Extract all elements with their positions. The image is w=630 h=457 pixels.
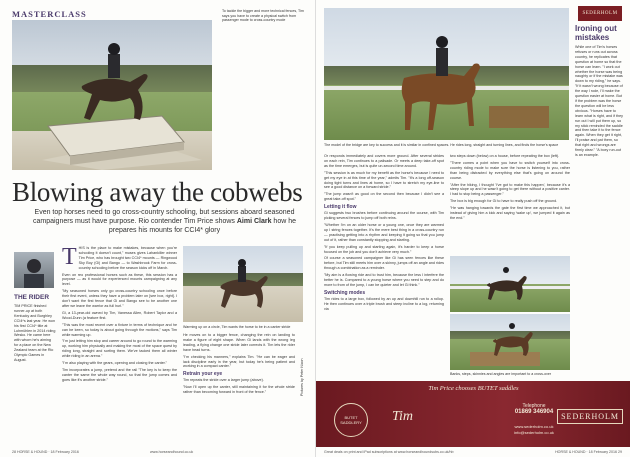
- headline: Blowing away the cobwebs: [12, 177, 303, 207]
- horse-on-bank-illustration: [450, 256, 570, 312]
- paragraph: He moves on to a bigger fence, changing the rein on landing to make a figure of eight shape. When Gi lands with the wrong leg leading, a flying change one stride later corrects it. Tim lets the rider have head turns.: [183, 333, 295, 352]
- paragraph: Even on reo professional horses such as these, this session has a purpose — as it would for experienced mounts campaigning at any level.: [62, 272, 177, 287]
- left-column-1: [62, 246, 177, 444]
- paragraph: two steps down (below) on a house, before repeating the box (left).: [450, 154, 560, 158]
- ad-website: www.sederholm.co.uk: [514, 424, 554, 429]
- right-page: [315, 0, 630, 457]
- left-column-2: [183, 333, 295, 443]
- paragraph: "I'm checking his manners," explains Tim. "He can be eager and lack discipline early in the year, but today he's being patient and working in a compact canter.": [183, 354, 295, 369]
- paragraph: "This session is as much for my benefit as the horse's because I need to get my eye in at this time of the year," admits Tim. "It's a long off-season doing tight turns and lines at home, so I have to stretch my eye-line to see a good distance on a forward stride.": [324, 170, 444, 190]
- paragraph: "This was the most recent over a fixture in terms of technique and he can be keen, so today is about going through the motions," says Tim while warming up.: [62, 322, 177, 337]
- subhead: Switching modes: [324, 289, 366, 296]
- rider-box: [14, 252, 56, 402]
- folio-right: HORSE & HOUND · 18 February 2016 29: [555, 450, 622, 454]
- paragraph: "Whether I'm on an older horse or a young one, once they are warmed up I string fences together. It's the mere best thing in a cross-country run — practising getting into a rhythm and keeping it going so that you jump out of it, rather than constantly stopping and starting.: [324, 222, 444, 242]
- paragraph: "He was hanging towards the gate the first time we approached it, but instead of giving him a kick and saying 'wake up', we jumped it again as the end.": [450, 206, 570, 220]
- sidebar-text: While one of Tim's horses refuses or runs out across country, he replicates that question at home so that the horse can learn. "I work out whether the horse was being naughty or if the mistake was down to my riding," he says. "If it wasn't wrong because of the way I rode, I'll make the question easier at home. But if the problem was the horse the question will be less obvious. "Horses have to learn what is right, and if they run out I will put them up, so my stick reminded the saddle and then take it to the fence again. When they get it right, I'll praise and pat them, so that right and wrongs are firmly clear." "A boxy run-out is an example.: [575, 45, 623, 157]
- photo-credit: Pictures by Peter Nixon: [300, 358, 304, 396]
- right-column-2: [450, 154, 570, 254]
- horse-cantering-illustration: [183, 246, 303, 322]
- paragraph: Tim rides to a large box, followed by an up and downhill run to a rollop. He then continues over a triple brush and steep incline to a log, returning via: [324, 296, 444, 311]
- horse-steps-illustration: [450, 314, 570, 370]
- horse-jumping-illustration: [12, 20, 212, 170]
- sederholm-logo: SEDERHOLM: [578, 6, 622, 21]
- paragraph: "Now I'll open up the canter, still maintaining it for the whole stride rather than becoming forward in front of the fence.": [183, 385, 295, 395]
- paragraph: Of course a seasoned campaigner like Gi has seen fences like these before, but Tim still meets him over a skinny, jumps off an angle and rides through a combination as a reminder.: [324, 256, 444, 271]
- paragraph: Or responds immediately and covers more ground. After several strides on each rein, Tim continues to a palisade. Or meets a deep take-off spot as the time emerges, but is quite un-second time around.: [324, 154, 444, 168]
- phone-number: 01869 346904: [514, 409, 554, 415]
- folio-subs: Great deals on print and iPad subscriptions at www.horseandhoundsubs.co.uk/hb: [324, 450, 454, 454]
- photo-caption: Banks, steps, skinnies and angles are important to a cross-over: [450, 372, 552, 376]
- bank-photo-1: [450, 256, 570, 312]
- phone-label: Telephone: [522, 403, 546, 409]
- sidebar-title: Ironing out mistakes: [575, 24, 617, 42]
- section-label: MASTERCLASS: [12, 9, 87, 19]
- warmup-photo: [183, 246, 303, 322]
- bank-photo-2: [450, 314, 570, 370]
- rider-portrait: [14, 252, 54, 288]
- ad-contact: [486, 424, 582, 435]
- drop-cap: T: [62, 246, 77, 270]
- rider-title: THE RIDER: [14, 294, 50, 301]
- paragraph: "The jump wasn't as good on the second then because I didn't see a great take-off spot.": [324, 192, 444, 202]
- paragraph: Gi suggests two brushes before continuing around the course, with Tim picking several fences to jump off both reins.: [324, 211, 444, 221]
- sederholm-brand: SEDERHOLM: [557, 409, 623, 424]
- paragraph: The box is big enough for Gi to have to really push off the ground.: [450, 199, 558, 204]
- paragraph: "My aim is a flowing ride and to trust him, because the less I interfere the better he is. Compared to a young horse where you need to step and do more to from of the jump, I can be quieter and let Gi think.": [324, 273, 444, 287]
- subhead: Retrain your eye: [183, 371, 223, 378]
- folio-left: 28 HORSE & HOUND · 18 February 2016: [12, 450, 79, 454]
- signature: Tim: [392, 409, 414, 424]
- right-hero-photo: [324, 8, 569, 140]
- sederholm-advert: [316, 381, 630, 447]
- sidebar-ironing-out-mistakes: [575, 24, 624, 389]
- rider-portrait-illustration: [14, 252, 54, 288]
- paragraph: Tim incorporates a jump, pretend and the rail "The key is to keep the canter the same the whole way round, so that the jump comes and goes like it's another stride.": [62, 367, 177, 382]
- top-caption: [222, 9, 307, 23]
- butet-logo: [334, 403, 368, 437]
- paragraph: "I'm also playing with the gears, opening and closing the canter.": [62, 361, 167, 366]
- butet-logo-text: BUTET SADDLERY: [340, 415, 362, 425]
- warmup-caption: Warming up on a circle, Tim wants the horse to be in a canter stride: [183, 325, 291, 329]
- hero-photo: [12, 20, 212, 170]
- paragraph: "After the hiking, I thought 'I've got to make this happen', because it's a steep slope up and he wasn't going to get there without a positive canter. I had to stop being a passenger.": [450, 182, 570, 197]
- standfirst: Even top horses need to go cross-country schooling, but sessions aboard seasoned campaigners must have purpose. Rio contender Tim Price shows Aimi Clark how he prepares his mounts for CCI4* glory: [32, 209, 297, 234]
- folio-center: www.horseandhound.co.uk: [150, 450, 194, 454]
- paragraph: "If you keep pulling up and starting again, it's harder to keep a horse focused on the job and you don't achieve very much.": [324, 244, 444, 254]
- paragraph: "My seasoned horses only go cross-country schooling once before their first event, unless they have a problem later on [see box, right]. I don't want the first fence that Gi and Bango see to be another one after we leave the warrior as full hurl.": [62, 289, 177, 308]
- right-column-1: [324, 154, 444, 378]
- ad-email: info@sederholm.co.uk: [514, 429, 554, 435]
- ad-strapline: Tim Price chooses BUTET saddles: [428, 385, 519, 392]
- paragraph: "There comes a point when you have to switch yourself into cross-country riding mode to make sure the horse is listening to you, rather than being distracted by everything else that's going on around the course.: [450, 160, 570, 180]
- paragraph: Gi, a 13-year-old owned by Tim, Vanessa Allen, Robert Taylor and a Wood-Dunn (a feature first.: [62, 310, 177, 320]
- author-name: Aimi Clark: [236, 218, 272, 225]
- rider-bio: TIM PRICE finished runner-up at both Kentucky and Burghley CCI4*s last year. He won his first CCI4* title at Luhmühlen in 2014 riding Wesko. He came here with whom he's aiming for a place on the New Zealand team at the Rio Olympic Games in August.: [14, 304, 56, 362]
- right-top-caption: The model of the bridge are key to success and it is similar in confined spaces. He rides long, straight and turning lines, and finds the horse's space: [324, 143, 559, 147]
- paragraph: Tim repeats the stride over a larger jump (above).: [183, 378, 264, 383]
- subhead: Letting it flow: [324, 204, 357, 211]
- horse-standing-illustration: [324, 8, 569, 140]
- paragraph: "I'm just letting him stop and career around to go round to the warming up, working him physically and making the most of the space quest by riding long, straight and sorting them. We've tacked them all winter while riding in an arena.": [62, 339, 177, 359]
- top-caption-text: To tackle the bigger and more technical fences, Tim says you have to create a physical switch from passenger mode to cross-country mode: [222, 9, 304, 23]
- paragraph: HIS is the place to make mistakes, because when you're schooling it doesn't count," muses gives Lahankiller winner Tim Price, who has brought two CCI4* mounts — Ringwood Sky Boy (Gi) and Bango — to Washbrook Farm for cross-country schooling before the season kicks off in March.: [78, 246, 177, 270]
